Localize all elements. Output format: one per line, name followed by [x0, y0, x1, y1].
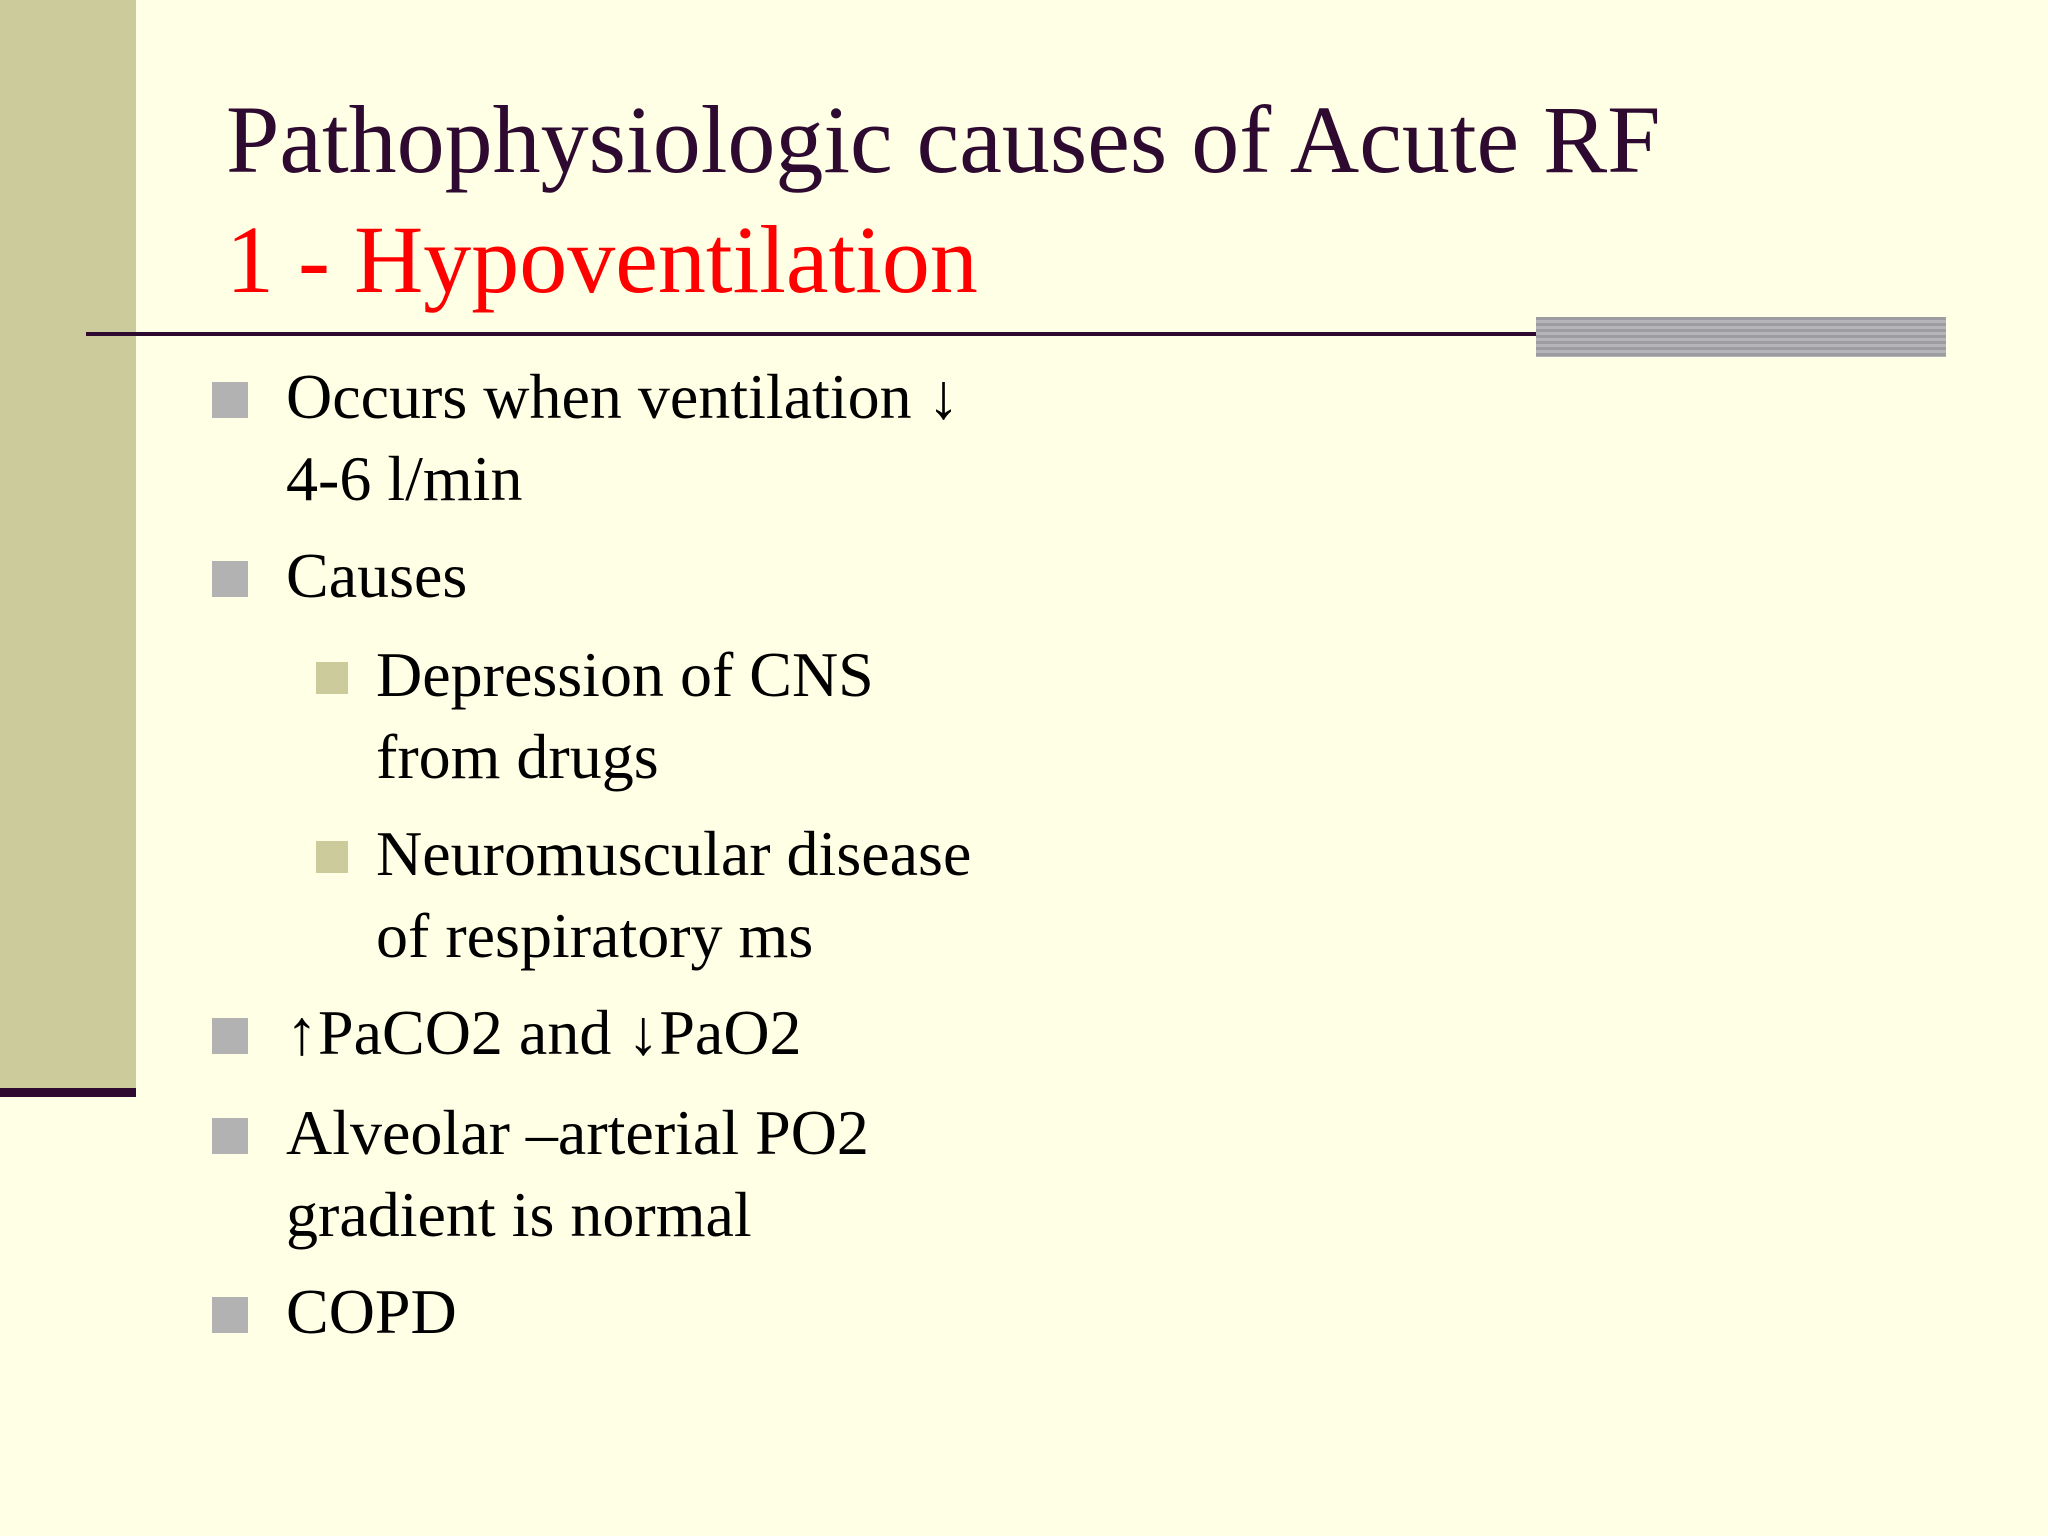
bullet-text: ↑PaCO2 and ↓PaO2: [286, 997, 802, 1068]
bullet-text: Causes: [286, 540, 468, 611]
bullet-text: Occurs when ventilation ↓ 4-6 l/min: [286, 361, 960, 514]
square-bullet-icon: [212, 1018, 248, 1054]
square-bullet-icon: [212, 561, 248, 597]
slide-subtitle: 1 - Hypoventilation: [226, 206, 978, 313]
sub-bullet-text: Depression of CNS from drugs: [376, 639, 874, 792]
sub-bullet-text: Neuromuscular disease of respiratory ms: [376, 818, 972, 971]
slide-title: Pathophysiologic causes of Acute RF: [226, 86, 1661, 193]
square-bullet-icon: [212, 382, 248, 418]
bullet-text: COPD: [286, 1276, 457, 1347]
bullet-text: Alveolar –arterial PO2 gradient is normal: [286, 1097, 869, 1250]
square-sub-bullet-icon: [316, 841, 348, 873]
square-sub-bullet-icon: [316, 662, 348, 694]
square-bullet-icon: [212, 1118, 248, 1154]
square-bullet-icon: [212, 1297, 248, 1333]
